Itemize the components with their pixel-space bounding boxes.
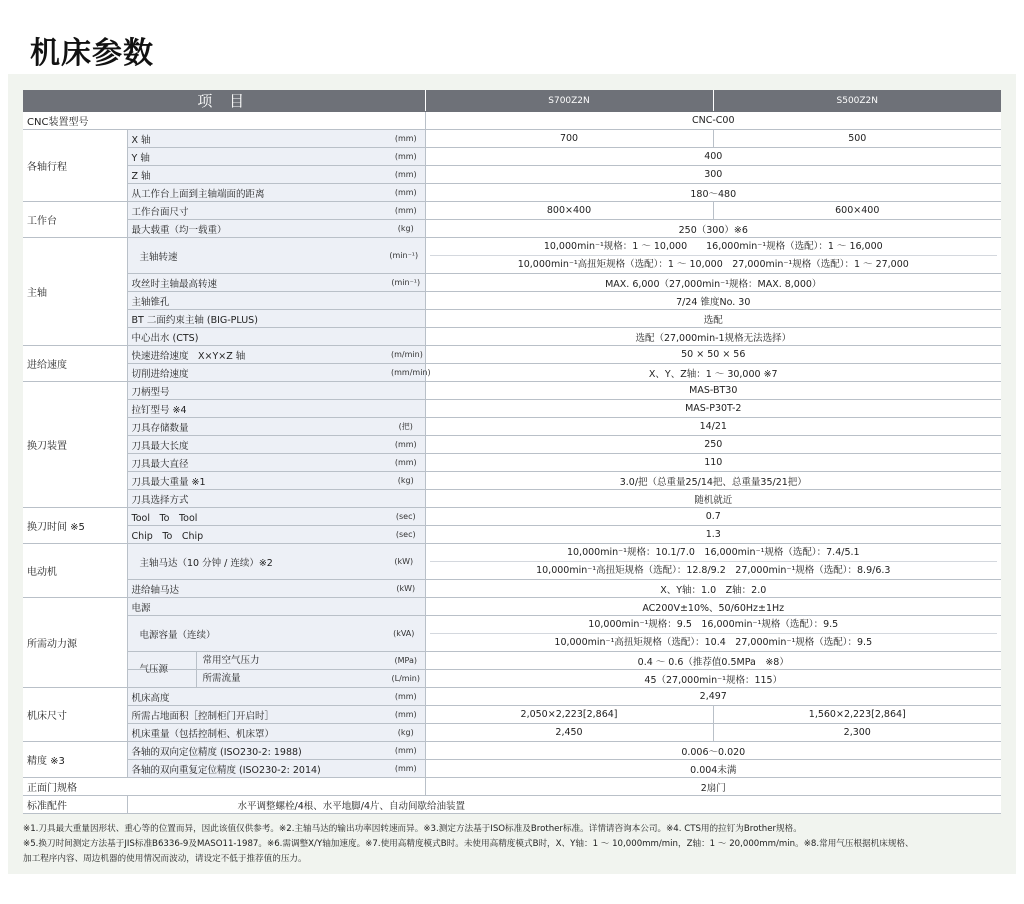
header-model-s500: S500Z2N <box>713 90 1001 112</box>
row-category: 正面门规格 <box>23 778 425 796</box>
row-unit: (mm) <box>387 166 425 184</box>
row-unit: (把) <box>387 418 425 436</box>
air-source-cell <box>127 652 387 675</box>
row-category: 标准配件 <box>23 796 127 814</box>
header-model-s700: S700Z2N <box>425 90 713 112</box>
row-unit <box>387 400 425 418</box>
row-value-s700: 700 <box>425 130 713 148</box>
row-unit <box>387 490 425 508</box>
row-unit: (mm) <box>387 202 425 220</box>
row-label: 刀具最大直径 <box>127 454 387 472</box>
row-value: 400 <box>425 148 1001 166</box>
row-label: 刀具选择方式 <box>127 490 387 508</box>
table-row <box>23 706 1001 724</box>
row-value-s500: 500 <box>713 130 1001 148</box>
row-value: 0.004未满 <box>425 760 1001 778</box>
row-value <box>425 238 1001 274</box>
row-value: X、Y、Z轴：1 ～ 30,000 ※7 <box>425 364 1001 382</box>
row-label: 各轴的双向定位精度 (ISO230-2: 1988) <box>127 742 387 760</box>
row-value: 7/24 锥度No. 30 <box>425 292 1001 310</box>
row-unit: (mm) <box>387 130 425 148</box>
row-unit: (kg) <box>387 724 425 742</box>
row-value: 水平调整螺栓/4根、水平地脚/4片、自动间歇给油装置 <box>127 796 1001 814</box>
row-value: 0.7 <box>425 508 1001 526</box>
row-value: 110 <box>425 454 1001 472</box>
table-row <box>23 598 1001 616</box>
table-row <box>23 544 1001 580</box>
row-unit: (mm) <box>387 688 425 706</box>
value-line: 10,000min⁻¹规格：9.5 16,000min⁻¹规格（选配）：9.5 <box>588 619 839 630</box>
footnote-line: ※5.换刀时间测定方法基于JIS标准B6336-9及MASO11-1987。※6.需调整X/Y轴加速度。※7.使用高精度模式B时。未使用高精度模式B时，X、Y轴：1 ～ 10,000mm/min，Z轴：1 ～ 20,000mm/min。※8.常用气压根据机床规格、 <box>23 839 914 849</box>
row-value: 2,497 <box>425 688 1001 706</box>
table-row <box>23 292 1001 310</box>
row-value-s500: 600×400 <box>713 202 1001 220</box>
row-label: 最大载重（均一载重） <box>127 220 387 238</box>
row-label: 所需流量 <box>202 673 241 684</box>
row-label: 拉钉型号 ※4 <box>127 400 387 418</box>
row-label: 刀柄型号 <box>127 382 387 400</box>
row-value: 2扇门 <box>425 778 1001 796</box>
table-row <box>23 220 1001 238</box>
row-value: 250 <box>425 436 1001 454</box>
table-row <box>23 274 1001 292</box>
table-row <box>23 418 1001 436</box>
row-value: MAS-BT30 <box>425 382 1001 400</box>
row-unit: (L/min) <box>387 670 425 688</box>
row-label: 机床重量（包括控制柜、机床罩） <box>127 724 387 742</box>
row-value-s500: 2,300 <box>713 724 1001 742</box>
table-row <box>23 346 1001 364</box>
header-item: 项 目 <box>23 90 425 112</box>
row-value: MAS-P30T-2 <box>425 400 1001 418</box>
row-unit: (mm) <box>387 706 425 724</box>
row-value: MAX. 6,000（27,000min⁻¹规格：MAX. 8,000） <box>425 274 1001 292</box>
row-value <box>425 544 1001 580</box>
value-line: 10,000min⁻¹高扭矩规格（选配）：10.4 27,000min⁻¹规格（选配）：9.5 <box>430 633 998 651</box>
row-value: AC200V±10%、50/60Hz±1Hz <box>425 598 1001 616</box>
row-unit: (mm) <box>387 184 425 202</box>
row-label: Y 轴 <box>127 148 387 166</box>
row-value: 250（300）※6 <box>425 220 1001 238</box>
row-value: 50 × 50 × 56 <box>425 346 1001 364</box>
row-unit: (kg) <box>387 472 425 490</box>
row-label: 主轴转速 <box>127 238 387 274</box>
row-category: 工作台 <box>23 202 127 238</box>
row-unit: (m/min) <box>387 346 425 364</box>
row-value: 180～480 <box>425 184 1001 202</box>
row-unit: (mm) <box>387 742 425 760</box>
table-row <box>23 652 1001 670</box>
row-unit <box>387 598 425 616</box>
table-row <box>23 616 1001 652</box>
row-label: 电源 <box>127 598 387 616</box>
row-value-s700: 2,050×2,223[2,864] <box>425 706 713 724</box>
value-line: 10,000min⁻¹高扭矩规格（选配）：12.8/9.2 27,000min⁻¹规格（选配）：8.9/6.3 <box>430 561 998 579</box>
table-row <box>23 472 1001 490</box>
table-row <box>23 760 1001 778</box>
row-label: 刀具最大长度 <box>127 436 387 454</box>
row-unit: (mm) <box>387 148 425 166</box>
table-row <box>23 238 1001 274</box>
row-category: 各轴行程 <box>23 130 127 202</box>
row-label: 机床高度 <box>127 688 387 706</box>
table-row <box>23 580 1001 598</box>
row-value: 300 <box>425 166 1001 184</box>
row-value-s500: 1,560×2,223[2,864] <box>713 706 1001 724</box>
row-label: 从工作台上面到主轴端面的距离 <box>127 184 387 202</box>
row-unit: (MPa) <box>387 652 425 670</box>
table-row <box>23 436 1001 454</box>
table-row <box>23 742 1001 760</box>
row-value: 1.3 <box>425 526 1001 544</box>
table-row <box>23 328 1001 346</box>
row-label: 刀具存储数量 <box>127 418 387 436</box>
table-row <box>23 796 1001 814</box>
table-row <box>23 778 1001 796</box>
row-label: 进给轴马达 <box>127 580 387 598</box>
table-row <box>23 724 1001 742</box>
row-value: 0.4 ～ 0.6（推荐值0.5MPa ※8） <box>425 652 1001 670</box>
row-value: 选配（27,000min-1规格无法选择） <box>425 328 1001 346</box>
row-label: 主轴马达（10 分钟 / 连续）※2 <box>127 544 387 580</box>
row-category: 换刀时间 ※5 <box>23 508 127 544</box>
table-row <box>23 670 1001 688</box>
row-category: 机床尺寸 <box>23 688 127 742</box>
row-unit <box>387 328 425 346</box>
table-row <box>23 112 1001 130</box>
row-unit: (kg) <box>387 220 425 238</box>
row-unit <box>387 382 425 400</box>
row-category: 精度 ※3 <box>23 742 127 778</box>
table-row <box>23 310 1001 328</box>
row-label: Z 轴 <box>127 166 387 184</box>
row-label: BT 二面约束主轴 (BIG-PLUS) <box>127 310 387 328</box>
row-label: 电源容量（连续） <box>127 616 387 652</box>
row-value: 14/21 <box>425 418 1001 436</box>
footnotes <box>23 822 1008 867</box>
row-label: Tool To Tool <box>127 508 387 526</box>
table-row <box>23 688 1001 706</box>
row-unit <box>387 310 425 328</box>
row-value <box>425 616 1001 652</box>
row-unit: (sec) <box>387 508 425 526</box>
value-line: 10,000min⁻¹规格：10.1/7.0 16,000min⁻¹规格（选配）：7.4/5.1 <box>566 547 860 558</box>
row-value: 选配 <box>425 310 1001 328</box>
row-label: 常用空气压力 <box>202 655 260 666</box>
row-label: Chip To Chip <box>127 526 387 544</box>
row-label: 刀具最大重量 ※1 <box>127 472 387 490</box>
row-unit: (mm) <box>387 760 425 778</box>
value-line: 10,000min⁻¹高扭矩规格（选配）：1 ～ 10,000 27,000min⁻¹规格（选配）：1 ～ 27,000 <box>430 255 998 273</box>
table-row <box>23 202 1001 220</box>
value-line: 10,000min⁻¹规格：1 ～ 10,000 16,000min⁻¹规格（选配）：1 ～ 16,000 <box>543 241 883 252</box>
row-label: 中心出水 (CTS) <box>127 328 387 346</box>
row-value: 3.0/把（总重量25/14把、总重量35/21把） <box>425 472 1001 490</box>
row-category: 电动机 <box>23 544 127 598</box>
row-unit <box>387 292 425 310</box>
table-row <box>23 166 1001 184</box>
row-category: CNC装置型号 <box>23 112 425 130</box>
row-value-s700: 800×400 <box>425 202 713 220</box>
table-row <box>23 526 1001 544</box>
page-title: 机床参数 <box>30 36 154 71</box>
row-unit: (min⁻¹) <box>387 238 425 274</box>
row-label: X 轴 <box>127 130 387 148</box>
row-label: 切削进给速度 <box>127 364 387 382</box>
row-value: 随机就近 <box>425 490 1001 508</box>
row-category: 所需动力源 <box>23 598 127 688</box>
row-unit: (sec) <box>387 526 425 544</box>
row-value: CNC-C00 <box>425 112 1001 130</box>
table-row <box>23 148 1001 166</box>
row-value: 0.006～0.020 <box>425 742 1001 760</box>
row-label: 攻丝时主轴最高转速 <box>127 274 387 292</box>
spec-table <box>23 90 1001 814</box>
table-row <box>23 130 1001 148</box>
table-row <box>23 508 1001 526</box>
row-category: 换刀装置 <box>23 382 127 508</box>
row-unit: (kW) <box>387 580 425 598</box>
row-category: 进给速度 <box>23 346 127 382</box>
table-row <box>23 364 1001 382</box>
table-row <box>23 184 1001 202</box>
table-row <box>23 454 1001 472</box>
table-row <box>23 400 1001 418</box>
footnote-line: ※1.刀具最大重量因形状、重心等的位置而异，因此该值仅供参考。※2.主轴马达的输出功率因转速而异。※3.测定方法基于ISO标准及Brother标准。详情请咨询本公司。※4. CTS用的拉钉为Brother规格。 <box>23 824 802 834</box>
row-unit: (kVA) <box>387 616 425 652</box>
footnote-line: 加工程序内容、周边机器的使用情况而波动，请设定不低于推荐值的压力。 <box>23 854 307 864</box>
row-value: 45（27,000min⁻¹规格：115） <box>425 670 1001 688</box>
row-label: 主轴锥孔 <box>127 292 387 310</box>
row-label: 各轴的双向重复定位精度 (ISO230-2: 2014) <box>127 760 387 778</box>
row-unit: (min⁻¹) <box>387 274 425 292</box>
row-unit: (mm) <box>387 454 425 472</box>
row-label: 所需占地面积［控制柜门开启时］ <box>127 706 387 724</box>
row-value: X、Y轴：1.0 Z轴：2.0 <box>425 580 1001 598</box>
row-unit: (mm/min) <box>387 364 425 382</box>
header-row <box>23 90 1001 112</box>
row-category: 主轴 <box>23 238 127 346</box>
row-unit: (kW) <box>387 544 425 580</box>
table-row <box>23 382 1001 400</box>
row-value-s700: 2,450 <box>425 724 713 742</box>
row-label: 快速进给速度 X×Y×Z 轴 <box>127 346 387 364</box>
row-unit: (mm) <box>387 436 425 454</box>
row-label: 工作台面尺寸 <box>127 202 387 220</box>
table-row <box>23 490 1001 508</box>
air-source-label: 气压源 <box>139 664 169 675</box>
